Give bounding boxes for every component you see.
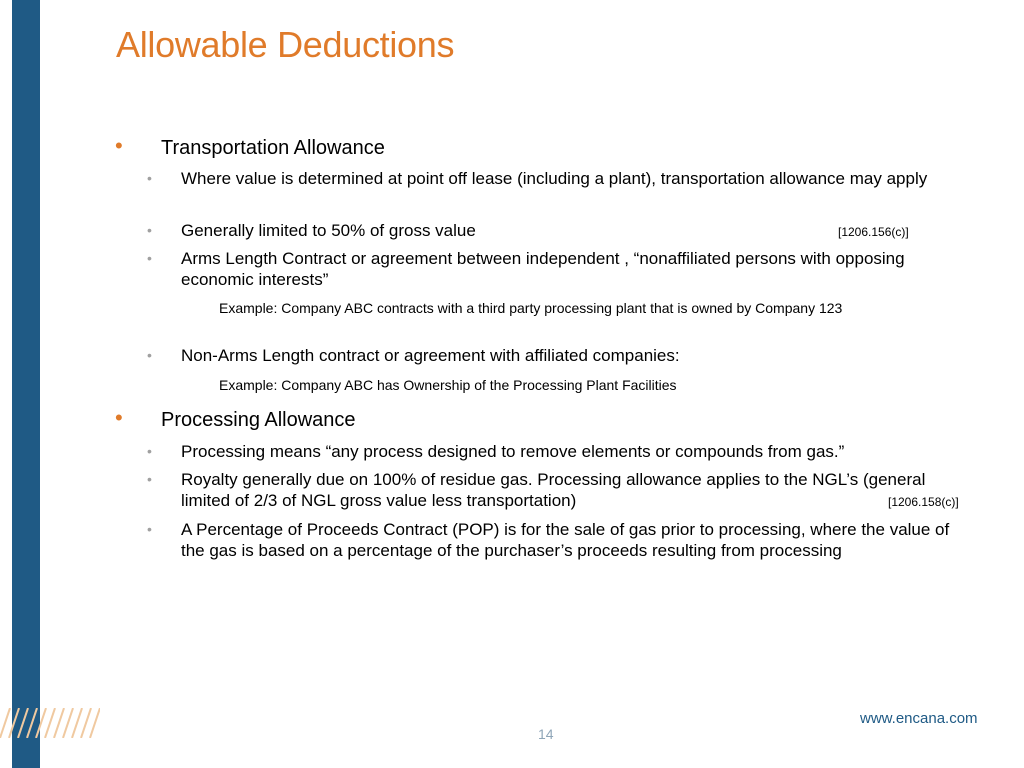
regulation-reference: [1206.156(c)]	[838, 225, 909, 239]
list-item-text: Non-Arms Length contract or agreement with affiliated companies:	[181, 346, 680, 365]
page-number: 14	[538, 726, 554, 742]
regulation-reference: [1206.158(c)]	[888, 495, 959, 509]
gray-bullet-icon: •	[147, 471, 152, 487]
example-text: Example: Company ABC contracts with a third party processing plant that is owned by Company 123	[219, 300, 843, 316]
list-item	[147, 441, 971, 462]
gray-bullet-icon: •	[147, 521, 152, 537]
list-item-text: Where value is determined at point off lease (including a plant), transportation allowance may apply	[181, 169, 928, 188]
list-item-text: A Percentage of Proceeds Contract (POP) is for the sale of gas prior to processing, where the value of the gas is based on a percentage of the purchaser’s proceeds resulting from processing	[181, 520, 950, 560]
gray-bullet-icon: •	[147, 222, 152, 238]
diagonal-stripes-decoration	[0, 708, 100, 738]
section-heading-text: Processing Allowance	[161, 409, 356, 431]
gray-bullet-icon: •	[147, 250, 152, 266]
list-item-text: Arms Length Contract or agreement between independent , “nonaffiliated persons with opposing economic interests”	[181, 249, 905, 289]
gray-bullet-icon: •	[147, 443, 152, 459]
list-item-text: Royalty generally due on 100% of residue gas. Processing allowance applies to the NGL’s (general limited of 2/3 of NGL gross value less transportation)	[181, 470, 926, 510]
website-link[interactable]: www.encana.com	[860, 710, 978, 727]
list-item	[147, 168, 971, 189]
slide-title: Allowable Deductions	[116, 24, 455, 65]
list-item-text: Generally limited to 50% of gross value	[181, 221, 476, 240]
section-heading-processing	[115, 405, 356, 432]
list-item	[147, 345, 971, 366]
list-item	[147, 469, 941, 511]
gray-bullet-icon: •	[147, 170, 152, 186]
list-item	[147, 248, 971, 290]
gray-bullet-icon: •	[147, 347, 152, 363]
section-heading-transportation	[115, 133, 385, 160]
orange-bullet-icon: •	[115, 405, 123, 430]
example-text: Example: Company ABC has Ownership of the Processing Plant Facilities	[219, 377, 677, 393]
list-item	[147, 519, 971, 561]
orange-bullet-icon: •	[115, 133, 123, 158]
section-heading-text: Transportation Allowance	[161, 137, 385, 159]
sidebar-bar	[12, 0, 40, 768]
list-item-text: Processing means “any process designed to remove elements or compounds from gas.”	[181, 442, 845, 461]
